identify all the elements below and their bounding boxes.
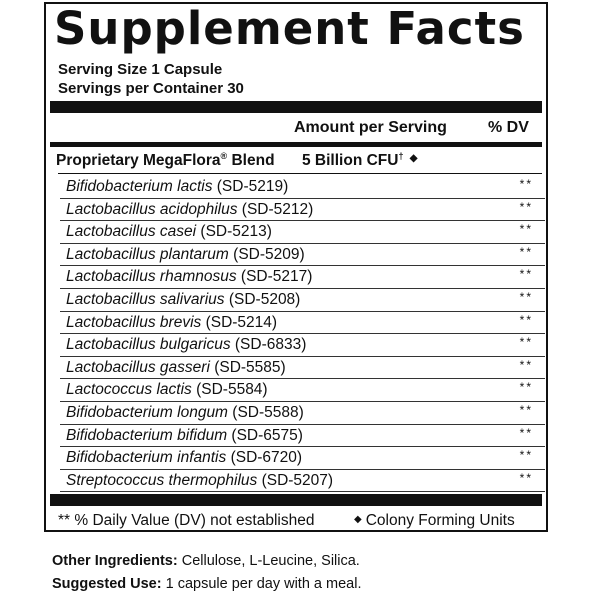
ingredient-dv: ** — [519, 357, 533, 372]
blend-amount — [302, 151, 417, 170]
ingredient-row — [60, 402, 545, 425]
ingredient-name — [66, 336, 306, 354]
ingredient-strain: (SD-5585) — [214, 358, 286, 376]
ingredient-name — [66, 291, 300, 309]
ingredient-dv: ** — [519, 222, 533, 237]
thick-divider-top — [50, 101, 542, 113]
ingredient-species: Lactobacillus acidophilus — [66, 200, 238, 218]
ingredient-dv: ** — [519, 267, 533, 282]
ingredient-species: Bifidobacterium bifidum — [66, 426, 228, 444]
ingredient-species: Lactococcus lactis — [66, 381, 192, 399]
ingredient-strain: (SD-5207) — [261, 471, 334, 489]
dagger-mark: † — [398, 151, 404, 161]
panel-title: Supplement Facts — [54, 2, 525, 55]
ingredient-dv: ** — [519, 177, 533, 191]
ingredient-species: Lactobacillus rhamnosus — [66, 268, 237, 286]
serving-size: Serving Size 1 Capsule — [58, 61, 223, 78]
suggested-use-text: 1 capsule per day with a meal. — [161, 576, 362, 592]
ingredient-row — [60, 199, 545, 222]
ingredient-species: Bifidobacterium infantis — [66, 449, 227, 467]
ingredient-name — [66, 268, 312, 286]
blend-name-suffix: Blend — [227, 152, 275, 170]
ingredient-name — [66, 381, 268, 399]
ingredient-dv: ** — [519, 312, 533, 327]
blend-name-text: Proprietary MegaFlora — [56, 152, 221, 170]
blend-name — [56, 151, 275, 170]
ingredient-dv: ** — [519, 335, 533, 350]
ingredient-row — [60, 357, 545, 380]
ingredient-dv: ** — [519, 425, 533, 440]
ingredient-name — [66, 449, 302, 467]
ingredient-dv: ** — [519, 244, 533, 259]
ingredient-strain: (SD-5588) — [232, 403, 304, 421]
ingredient-species: Bifidobacterium lactis — [66, 178, 213, 195]
ingredient-strain: (SD-6575) — [231, 426, 303, 444]
supplement-facts-panel — [44, 2, 548, 532]
servings-per-container: Servings per Container 30 — [58, 80, 244, 97]
ingredient-strain: (SD-5208) — [228, 290, 301, 308]
other-ingredients-text: Cellulose, L-Leucine, Silica. — [177, 553, 360, 569]
ingredient-dv: ** — [519, 289, 533, 304]
ingredient-strain: (SD-6720) — [230, 449, 303, 467]
suggested-use-label: Suggested Use: — [52, 576, 162, 592]
blend-divider — [58, 173, 542, 174]
ingredient-dv: ** — [519, 448, 533, 463]
ingredient-row — [60, 266, 545, 289]
ingredient-row — [60, 221, 545, 244]
ingredient-species: Bifidobacterium longum — [66, 403, 228, 421]
ingredient-name — [66, 201, 313, 219]
other-ingredients-label: Other Ingredients: — [52, 553, 178, 569]
ingredient-species: Lactobacillus brevis — [66, 313, 202, 331]
ingredient-species: Lactobacillus plantarum — [66, 245, 229, 263]
ingredient-species: Lactobacillus bulgaricus — [66, 336, 231, 354]
ingredient-species: Lactobacillus casei — [66, 223, 197, 241]
medium-divider — [50, 142, 542, 147]
ingredient-dv: ** — [519, 380, 533, 395]
ingredient-list — [60, 176, 545, 492]
ingredient-strain: (SD-5214) — [205, 313, 278, 331]
ingredient-row — [60, 379, 545, 402]
ingredient-dv: ** — [519, 199, 533, 214]
ingredient-strain: (SD-5209) — [233, 245, 305, 263]
thick-divider-bottom — [50, 494, 542, 506]
ingredient-row — [60, 312, 545, 335]
ingredient-name — [66, 246, 305, 264]
diamond-icon: ◆ — [354, 514, 362, 525]
ingredient-name — [66, 427, 303, 445]
amount-per-serving-header: Amount per Serving — [294, 119, 447, 136]
ingredient-name — [66, 472, 333, 490]
ingredient-row — [60, 334, 545, 357]
ingredient-row — [60, 176, 545, 199]
suggested-use — [52, 576, 361, 592]
ingredient-strain: (SD-5217) — [240, 268, 313, 286]
ingredient-strain: (SD-5219) — [216, 178, 289, 195]
ingredient-row — [60, 289, 545, 312]
ingredient-name — [66, 314, 277, 332]
ingredient-dv: ** — [519, 470, 533, 485]
other-ingredients — [52, 553, 360, 569]
ingredient-strain: (SD-5213) — [200, 223, 272, 241]
blend-amount-text: 5 Billion CFU — [302, 152, 399, 170]
ingredient-species: Lactobacillus salivarius — [66, 290, 225, 308]
ingredient-species: Lactobacillus gasseri — [66, 358, 210, 376]
diamond-icon: ◆ — [409, 153, 418, 165]
dv-footnote: ** % Daily Value (DV) not established — [58, 512, 315, 529]
ingredient-species: Streptococcus thermophilus — [66, 471, 258, 489]
ingredient-name — [66, 223, 272, 241]
ingredient-row — [60, 447, 545, 470]
ingredient-row — [60, 244, 545, 267]
ingredient-name — [66, 359, 286, 377]
dv-header: % DV — [488, 119, 529, 136]
ingredient-name — [66, 178, 288, 196]
registered-mark: ® — [220, 151, 228, 161]
ingredient-name — [66, 404, 304, 422]
cfu-footnote-text: Colony Forming Units — [365, 512, 515, 529]
ingredient-strain: (SD-6833) — [234, 336, 307, 354]
ingredient-row — [60, 470, 545, 493]
ingredient-dv: ** — [519, 402, 533, 417]
cfu-footnote — [354, 512, 515, 530]
ingredient-row — [60, 425, 545, 448]
ingredient-strain: (SD-5212) — [241, 200, 314, 218]
ingredient-strain: (SD-5584) — [196, 381, 268, 399]
